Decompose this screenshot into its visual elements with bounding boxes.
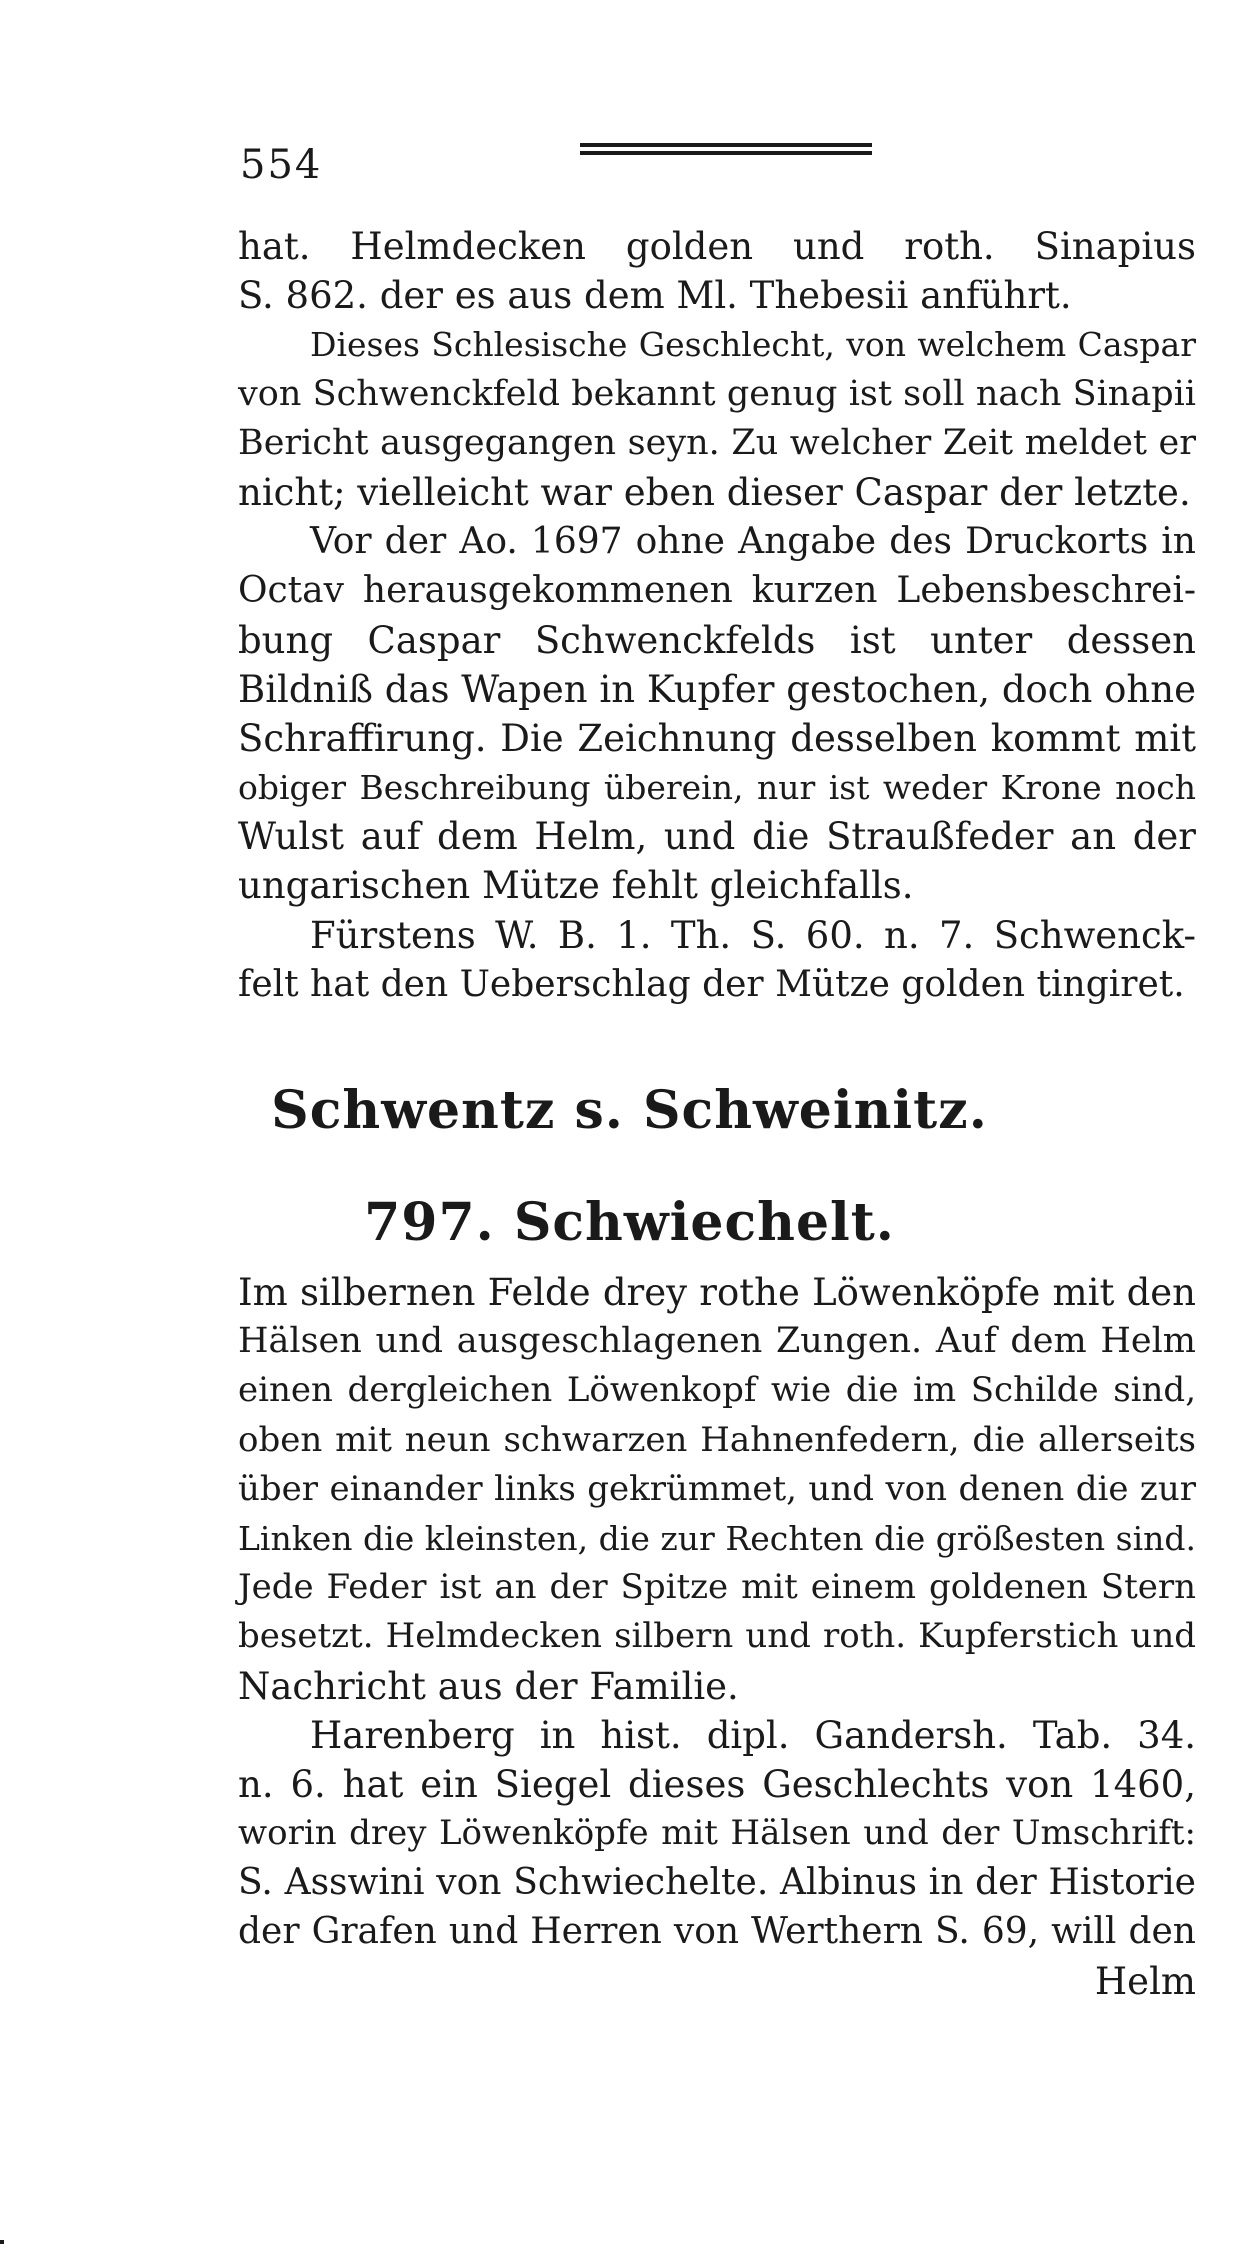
text-line: Dieses Schlesische Geschlecht, von welchem Caspar [310,325,1196,365]
text-line: Fürstens W. B. 1. Th. S. 60. n. 7. Schwenck- [310,913,1196,957]
text-line: worin drey Löwenköpfe mit Hälsen und der Umschrift: [238,1813,1196,1854]
text-line: obiger Beschreibung überein, nur ist weder Krone noch [238,768,1196,808]
section-heading-schwentz: Schwentz s. Schweinitz. [271,1080,988,1141]
text-line: bung Caspar Schwenckfelds ist unter dessen [238,618,1196,662]
text-line: Harenberg in hist. dipl. Gandersh. Tab. 34. [310,1713,1196,1757]
text-line: einen dergleichen Löwenkopf wie die im Schilde sind, [238,1370,1196,1411]
scan-speck [0,2240,4,2244]
text-block-schwiechelt [238,1268,1196,2006]
text-line: der Grafen und Herren von Werthern S. 69, will den [238,1911,1196,1953]
text-line: Octav herausgekommenen kurzen Lebensbeschrei- [238,570,1196,612]
header-rule [580,143,872,163]
text-block-schwenckfeld [238,222,1196,1009]
page-number: 554 [240,142,323,188]
text-line: Jede Feder ist an der Spitze mit einem goldenen Stern [238,1567,1196,1608]
text-line: besetzt. Helmdecken silbern und roth. Kupferstich und [238,1616,1196,1657]
text-line: Schraffirung. Die Zeichnung desselben kommt mit [238,716,1196,760]
text-line: n. 6. hat ein Siegel dieses Geschlechts von 1460, [238,1762,1196,1806]
text-line: hat. Helmdecken golden und roth. Sinapius [238,225,1196,268]
text-line: Im silbernen Felde drey rothe Löwenköpfe mit den [238,1271,1196,1314]
text-line: S. Asswini von Schwiechelte. Albinus in der Historie [238,1862,1196,1904]
text-line: Hälsen und ausgeschlagenen Zungen. Auf dem Helm [238,1321,1196,1362]
text-line: felt hat den Ueberschlag der Mütze golden tingiret. [238,963,1185,1005]
text-line: ungarischen Mütze fehlt gleichfalls. [238,864,914,908]
text-line: von Schwenckfeld bekannt genug ist soll nach Sinapii [238,373,1196,414]
text-line: Linken die kleinsten, die zur Rechten die größesten sind. [238,1518,1196,1558]
header-rule-line-top [580,143,872,147]
catchword: Helm [1094,1959,1196,2003]
text-line: Nachricht aus der Familie. [238,1664,739,1708]
text-line: Bildniß das Wapen in Kupfer gestochen, doch ohne [238,667,1196,711]
header-rule-line-bottom [580,151,872,155]
text-line: über einander links gekrümmet, und von denen die zur [238,1468,1196,1509]
text-line: Vor der Ao. 1697 ohne Angabe des Druckorts in [310,521,1196,563]
text-line: oben mit neun schwarzen Hahnenfedern, die allerseits [238,1419,1196,1460]
text-line: S. 862. der es aus dem Ml. Thebesii anführt. [238,274,1072,318]
text-line: nicht; vielleicht war eben dieser Caspar der letzte. [238,470,1191,514]
text-line: Bericht ausgegangen seyn. Zu welcher Zeit meldet er [238,422,1196,463]
text-line: Wulst auf dem Helm, und die Straußfeder an der [238,815,1196,859]
section-heading-schwiechelt: 797. Schwiechelt. [364,1192,895,1253]
